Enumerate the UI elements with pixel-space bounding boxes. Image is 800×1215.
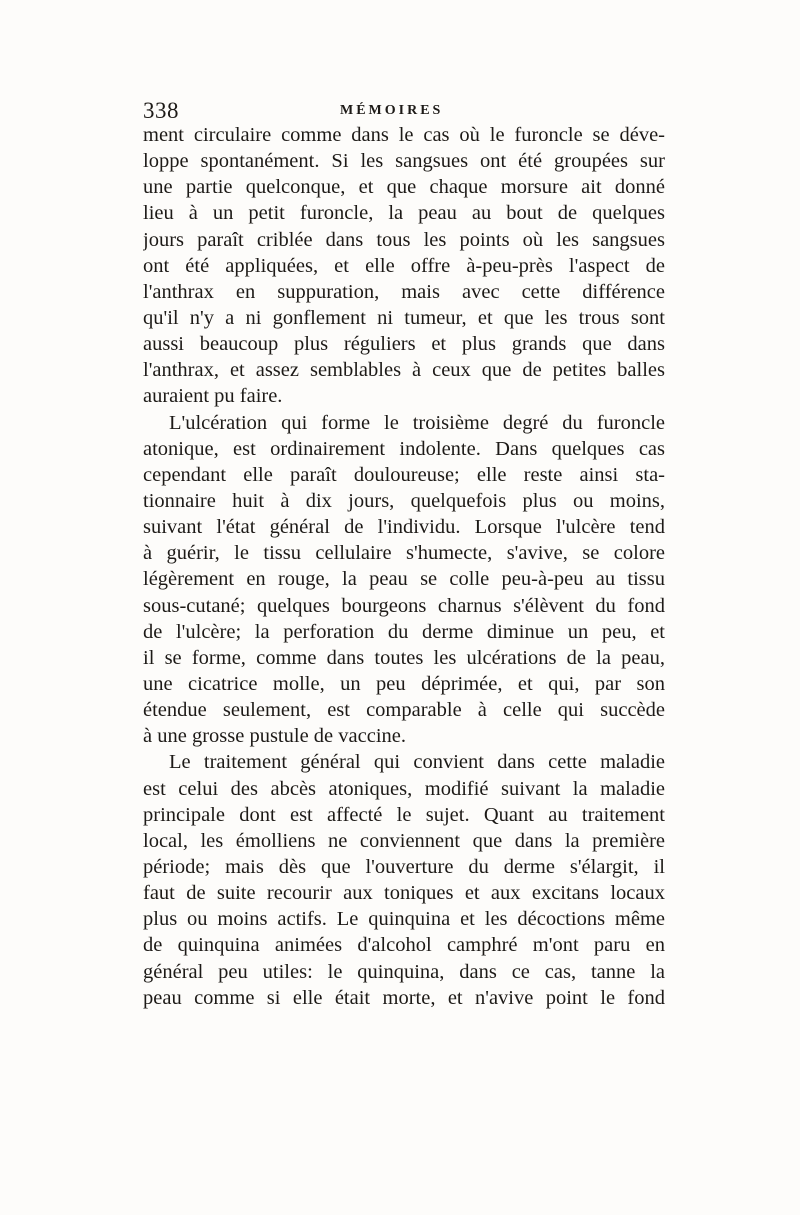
- text-line: faut de suite recourir aux toniques et aux excitans locaux: [143, 882, 665, 905]
- text-line: peau comme si elle était morte, et n'avive point le fond: [143, 986, 665, 1009]
- text-line: période; mais dès que l'ouverture du derme s'élargit, il: [143, 855, 665, 878]
- text-line: sous-cutané; quelques bourgeons charnus s'élèvent du fond: [143, 594, 665, 617]
- text-line: lieu à un petit furoncle, la peau au bout de quelques: [143, 202, 665, 225]
- text-line: atonique, est ordinairement indolente. Dans quelques cas: [143, 437, 665, 460]
- paragraph-end-line: auraient pu faire.: [143, 385, 283, 408]
- text-line: cependant elle paraît douloureuse; elle reste ainsi sta-: [143, 463, 665, 486]
- text-line: aussi beaucoup plus réguliers et plus grands que dans: [143, 333, 665, 356]
- text-line: à guérir, le tissu cellulaire s'humecte, s'avive, se colore: [143, 542, 665, 565]
- text-line: principale dont est affecté le sujet. Quant au traitement: [143, 803, 665, 826]
- text-line: de l'ulcère; la perforation du derme diminue un peu, et: [143, 620, 665, 643]
- text-line: jours paraît criblée dans tous les points où les sangsues: [143, 228, 665, 251]
- text-line: il se forme, comme dans toutes les ulcérations de la peau,: [143, 646, 665, 669]
- body-text: [143, 122, 665, 1011]
- text-line: de quinquina animées d'alcohol camphré m'ont paru en: [143, 934, 665, 957]
- text-line: plus ou moins actifs. Le quinquina et les décoctions même: [143, 908, 665, 931]
- text-line: l'anthrax en suppuration, mais avec cette différence: [143, 280, 665, 303]
- text-line: général peu utiles: le quinquina, dans ce cas, tanne la: [143, 960, 665, 983]
- text-line: l'anthrax, et assez semblables à ceux que de petites balles: [143, 359, 665, 382]
- text-line: ment circulaire comme dans le cas où le furoncle se déve-: [143, 124, 665, 146]
- paragraph-start-line: L'ulcération qui forme le troisième degré du furoncle: [169, 411, 665, 434]
- text-line: une cicatrice molle, un peu déprimée, et qui, par son: [143, 672, 665, 695]
- paragraph-end-line: à une grosse pustule de vaccine.: [143, 725, 406, 748]
- running-head: [143, 98, 665, 124]
- text-line: est celui des abcès atoniques, modifié suivant la maladie: [143, 777, 665, 800]
- text-line: qu'il n'y a ni gonflement ni tumeur, et que les trous sont: [143, 306, 665, 329]
- text-line: légèrement en rouge, la peau se colle peu-à-peu au tissu: [143, 568, 665, 591]
- text-line: étendue seulement, est comparable à celle qui succède: [143, 699, 665, 722]
- text-line: une partie quelconque, et que chaque morsure ait donné: [143, 176, 665, 199]
- text-line: local, les émolliens ne conviennent que dans la première: [143, 829, 665, 852]
- text-line: ont été appliquées, et elle offre à-peu-près l'aspect de: [143, 254, 665, 277]
- paragraph-start-line: Le traitement général qui convient dans cette maladie: [169, 751, 665, 774]
- text-line: loppe spontanément. Si les sangsues ont été groupées sur: [143, 150, 665, 173]
- text-line: tionnaire huit à dix jours, quelquefois plus ou moins,: [143, 489, 665, 512]
- page-number: 338: [143, 98, 179, 123]
- text-line: suivant l'état général de l'individu. Lorsque l'ulcère tend: [143, 516, 665, 539]
- running-title: MÉMOIRES: [340, 103, 444, 118]
